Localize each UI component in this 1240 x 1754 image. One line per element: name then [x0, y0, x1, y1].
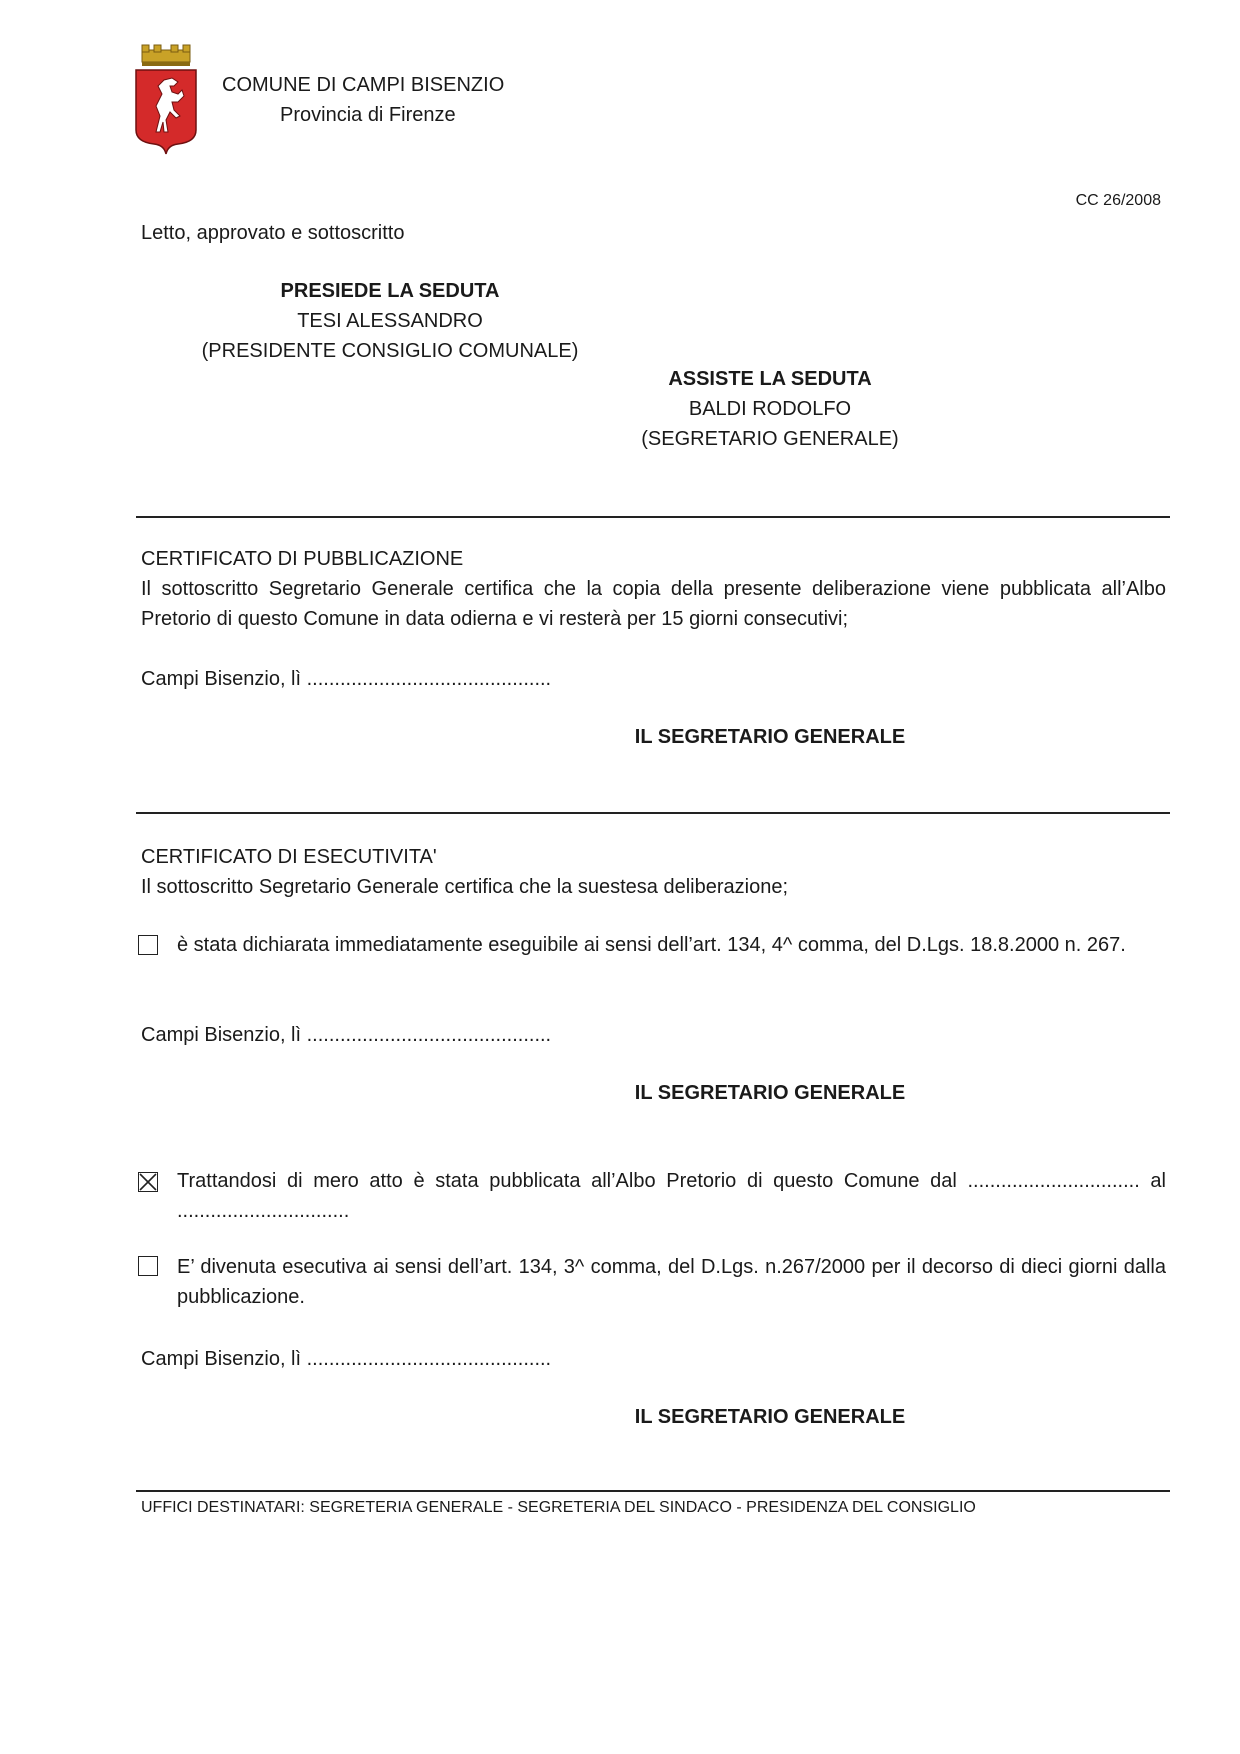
execution-signatory-1: IL SEGRETARIO GENERALE [634, 1082, 906, 1104]
publication-place-date: Campi Bisenzio, lì ............................................ [141, 668, 552, 690]
document-reference: CC 26/2008 [1075, 192, 1161, 209]
publication-signatory: IL SEGRETARIO GENERALE [634, 726, 906, 748]
assisting-role: ASSISTE LA SEDUTA [668, 368, 872, 390]
assisting-block [560, 364, 980, 454]
immediate-execution-checkbox[interactable] [138, 935, 158, 955]
assisting-name: BALDI RODOLFO [688, 398, 852, 420]
presiding-block [180, 276, 600, 366]
province-name: Provincia di Firenze [280, 104, 456, 126]
publication-body: Il sottoscritto Segretario Generale certifica che la copia della presente deliberazione viene pubblicata all’Albo Pretorio di questo Comune in data odierna e vi resterà per 15 giorni consecutivi; [141, 578, 1166, 630]
divider [136, 516, 1170, 518]
published-period-text: Trattandosi di mero atto è stata pubblicata all’Albo Pretorio di questo Comune dal ............................... al ............................... [177, 1170, 1166, 1222]
presiding-name: TESI ALESSANDRO [297, 310, 483, 332]
executive-after-ten-days-checkbox[interactable] [138, 1256, 158, 1276]
divider [136, 812, 1170, 814]
divider [136, 1490, 1170, 1492]
execution-place-date-2: Campi Bisenzio, lì ............................................ [141, 1348, 552, 1370]
execution-heading: CERTIFICATO DI ESECUTIVITA' [141, 846, 437, 868]
presiding-role: PRESIEDE LA SEDUTA [280, 280, 500, 302]
presiding-title: (PRESIDENTE CONSIGLIO COMUNALE) [201, 340, 579, 362]
immediate-execution-text: è stata dichiarata immediatamente eseguibile ai sensi dell’art. 134, 4^ comma, del D.Lgs. 18.8.2000 n. 267. [177, 934, 1126, 956]
execution-place-date-1: Campi Bisenzio, lì ............................................ [141, 1024, 552, 1046]
execution-intro: Il sottoscritto Segretario Generale certifica che la suestesa deliberazione; [141, 876, 789, 898]
municipal-crest-icon [134, 44, 198, 156]
published-period-checkbox[interactable] [138, 1172, 158, 1192]
executive-after-ten-days-text: E’ divenuta esecutiva ai sensi dell’art. 134, 3^ comma, del D.Lgs. n.267/2000 per il decorso di dieci giorni dalla pubblicazione. [177, 1256, 1166, 1308]
publication-heading: CERTIFICATO DI PUBBLICAZIONE [141, 548, 464, 570]
execution-signatory-2: IL SEGRETARIO GENERALE [634, 1406, 906, 1428]
recipient-offices: UFFICI DESTINATARI: SEGRETERIA GENERALE - SEGRETERIA DEL SINDACO - PRESIDENZA DEL CONSIGLIO [141, 1499, 976, 1516]
checkmark-x-icon [139, 1173, 157, 1191]
approval-intro: Letto, approvato e sottoscritto [141, 222, 405, 244]
municipality-name: COMUNE DI CAMPI BISENZIO [222, 74, 505, 96]
assisting-title: (SEGRETARIO GENERALE) [641, 428, 899, 450]
